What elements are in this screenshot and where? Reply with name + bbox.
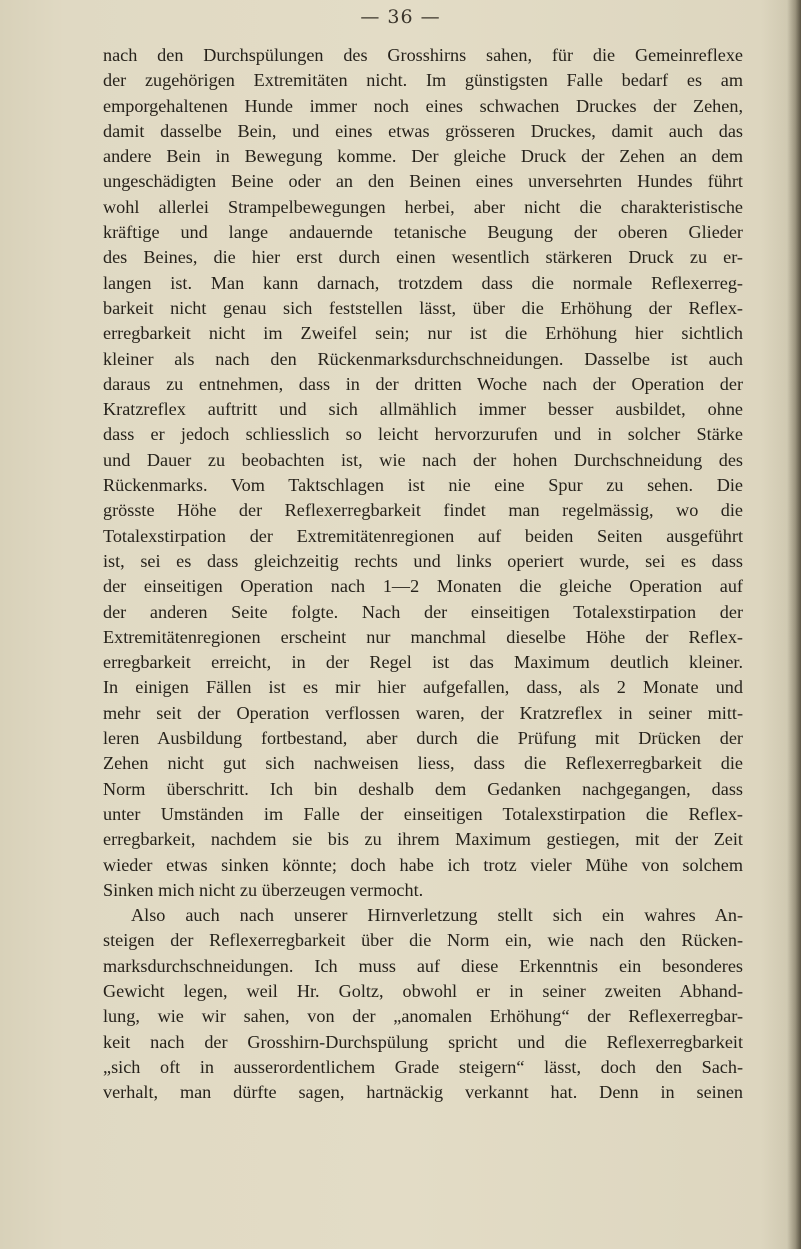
text-line: Norm überschritt. Ich bin deshalb dem Gedanken nachgegangen, dass [103, 778, 743, 799]
text-line: damit dasselbe Bein, und eines etwas grösseren Druckes, damit auch das [103, 120, 743, 141]
body-text [103, 43, 743, 1105]
text-line: verhalt, man dürfte sagen, hartnäckig verkannt hat. Denn in seinen [103, 1082, 743, 1103]
text-line: langen ist. Man kann darnach, trotzdem dass die normale Reflexerreg- [103, 272, 743, 293]
text-line: wieder etwas sinken könnte; doch habe ich trotz vieler Mühe von solchem [103, 854, 743, 875]
page-number: — 36 — [360, 6, 441, 28]
text-line: des Beines, die hier erst durch einen wesentlich stärkeren Druck zu er- [103, 247, 743, 268]
text-line: wohl allerlei Strampelbewegungen herbei, aber nicht die charakteristische [103, 196, 743, 217]
text-line: marksdurchschneidungen. Ich muss auf diese Erkenntnis ein besonderes [103, 955, 743, 976]
page-edge-shadow [787, 0, 801, 1249]
text-line: leren Ausbildung fortbestand, aber durch die Prüfung mit Drücken der [103, 728, 743, 749]
text-line: Kratzreflex auftritt und sich allmählich immer besser ausbildet, ohne [103, 399, 743, 420]
text-line: mehr seit der Operation verflossen waren, der Kratzreflex in seiner mitt- [103, 702, 743, 723]
text-line: In einigen Fällen ist es mir hier aufgefallen, dass, als 2 Monate und [103, 677, 743, 698]
text-line: kleiner als nach den Rückenmarksdurchschneidungen. Dasselbe ist auch [103, 348, 743, 369]
text-line: der einseitigen Operation nach 1—2 Monaten die gleiche Operation auf [103, 576, 743, 597]
text-line: barkeit nicht genau sich feststellen lässt, über die Erhöhung der Reflex- [103, 297, 743, 318]
text-line: grösste Höhe der Reflexerregbarkeit findet man regelmässig, wo die [103, 500, 743, 521]
text-line: Extremitätenregionen erscheint nur manchmal dieselbe Höhe der Reflex- [103, 626, 743, 647]
text-line: nach den Durchspülungen des Grosshirns sahen, für die Gemeinreflexe [103, 45, 743, 65]
text-line: kräftige und lange andauernde tetanische Beugung der oberen Glieder [103, 222, 743, 243]
text-line: andere Bein in Bewegung komme. Der gleiche Druck der Zehen an dem [103, 146, 743, 167]
text-line: ist, sei es dass gleichzeitig rechts und links operiert wurde, sei es dass [103, 550, 743, 571]
text-line: emporgehaltenen Hunde immer noch eines schwachen Druckes der Zehen, [103, 95, 743, 116]
text-line: ungeschädigten Beine oder an den Beinen eines unversehrten Hundes führt [103, 171, 743, 192]
text-line: erregbarkeit, nachdem sie bis zu ihrem Maximum gestiegen, mit der Zeit [103, 829, 743, 850]
text-line: und Dauer zu beobachten ist, wie nach der hohen Durchschneidung des [103, 449, 743, 470]
text-line: der zugehörigen Extremitäten nicht. Im günstigsten Falle bedarf es am [103, 70, 743, 91]
text-line: „sich oft in ausserordentlichem Grade steigern“ lässt, doch den Sach- [103, 1056, 743, 1077]
text-line: Totalexstirpation der Extremitätenregionen auf beiden Seiten ausgeführt [103, 525, 743, 546]
text-line: dass er jedoch schliesslich so leicht hervorzurufen und in solcher Stärke [103, 424, 743, 445]
text-line: erregbarkeit nicht im Zweifel sein; nur ist die Erhöhung hier sichtlich [103, 323, 743, 344]
text-line: unter Umständen im Falle der einseitigen Totalexstirpation die Reflex- [103, 803, 743, 824]
text-line: steigen der Reflexerregbarkeit über die Norm ein, wie nach den Rücken- [103, 930, 743, 951]
text-line: keit nach der Grosshirn-Durchspülung spricht und die Reflexerregbarkeit [103, 1031, 743, 1052]
text-line: Rückenmarks. Vom Taktschlagen ist nie eine Spur zu sehen. Die [103, 475, 743, 496]
text-line: daraus zu entnehmen, dass in der dritten Woche nach der Operation der [103, 373, 743, 394]
text-line: der anderen Seite folgte. Nach der einseitigen Totalexstirpation der [103, 601, 743, 622]
text-line: Sinken mich nicht zu überzeugen vermocht. [103, 879, 424, 900]
text-line: Zehen nicht gut sich nachweisen liess, dass die Reflexerregbarkeit die [103, 753, 743, 774]
text-line: Also auch nach unserer Hirnverletzung stellt sich ein wahres An- [131, 905, 743, 926]
text-line: erregbarkeit erreicht, in der Regel ist das Maximum deutlich kleiner. [103, 652, 743, 673]
text-line: Gewicht legen, weil Hr. Goltz, obwohl er in seiner zweiten Abhand- [103, 980, 743, 1001]
text-line: lung, wie wir sahen, von der „anomalen Erhöhung“ der Reflexerregbar- [103, 1006, 743, 1027]
